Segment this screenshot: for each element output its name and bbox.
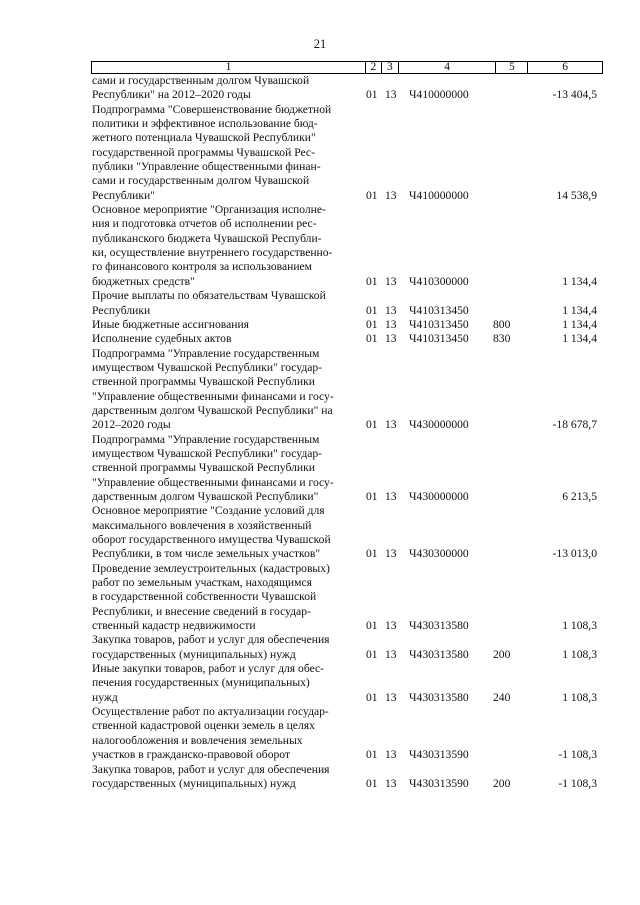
row-codes — [91, 748, 603, 762]
subsection-code: 13 — [385, 418, 397, 432]
subsection-code: 13 — [385, 274, 397, 288]
target-article-code: Ч430313580 — [409, 690, 469, 704]
row-name: Основное мероприятие "Организация исполне- ния и подготовка отчетов об исполнении рес- публиканского бюджета Чувашской Республи- ки, осуществление внутреннего государственно- го финансового контроля за использованием бюджетных средств" — [92, 203, 333, 288]
target-article-code: Ч430313590 — [409, 776, 469, 790]
amount: 1 134,4 — [562, 317, 597, 331]
row-codes — [91, 691, 603, 705]
section-code: 01 — [366, 317, 378, 331]
subsection-code: 13 — [385, 619, 397, 633]
amount: 1 108,3 — [562, 690, 597, 704]
table-row — [91, 633, 603, 662]
table-row — [91, 562, 603, 634]
row-codes — [91, 547, 603, 561]
subsection-code: 13 — [385, 547, 397, 561]
section-code: 01 — [366, 332, 378, 346]
table-row — [91, 347, 603, 433]
row-name: Основное мероприятие "Создание условий для максимального вовлечения в хозяйственный оборот государственного имущества Чувашской Республики, в том числе земельных участков" — [92, 504, 331, 561]
amount: 1 108,3 — [562, 619, 597, 633]
amount: 1 134,4 — [562, 332, 597, 346]
subsection-code: 13 — [385, 332, 397, 346]
subsection-code: 13 — [385, 317, 397, 331]
section-code: 01 — [366, 776, 378, 790]
subsection-code: 13 — [385, 303, 397, 317]
header-col-4: 4 — [398, 62, 496, 73]
row-codes — [91, 275, 603, 289]
header-col-6: 6 — [527, 62, 602, 73]
table-row — [91, 332, 603, 346]
amount: -18 678,7 — [552, 418, 597, 432]
page-number: 21 — [313, 37, 327, 51]
table-body — [91, 74, 603, 791]
target-article-code: Ч410000000 — [409, 88, 469, 102]
subsection-code: 13 — [385, 776, 397, 790]
expense-type-code: 200 — [493, 647, 511, 661]
row-codes — [91, 332, 603, 346]
row-name: Прочие выплаты по обязательствам Чувашской Республики — [92, 289, 326, 317]
header-col-5: 5 — [495, 62, 527, 73]
table-row — [91, 433, 603, 505]
section-code: 01 — [366, 690, 378, 704]
expense-type-code: 830 — [493, 332, 511, 346]
row-name: Иные закупки товаров, работ и услуг для обес- печения государственных (муниципальных) нужд — [92, 662, 325, 704]
target-article-code: Ч410300000 — [409, 274, 469, 288]
row-name: Проведение землеустроительных (кадастровых) работ по земельным участкам, находящимся в государственной собственности Чувашской Республики, и внесение сведений в государ- ственный кадастр недвижимости — [92, 561, 330, 633]
row-name: сами и государственным долгом Чувашской Республики" на 2012–2020 годы — [92, 74, 310, 102]
table-row — [91, 504, 603, 561]
target-article-code: Ч410313450 — [409, 332, 469, 346]
subsection-code: 13 — [385, 690, 397, 704]
target-article-code: Ч430300000 — [409, 547, 469, 561]
amount: 1 134,4 — [562, 274, 597, 288]
subsection-code: 13 — [385, 647, 397, 661]
amount: 1 108,3 — [562, 647, 597, 661]
target-article-code: Ч410000000 — [409, 188, 469, 202]
row-codes — [91, 304, 603, 318]
amount: -1 108,3 — [558, 748, 597, 762]
header-col-3: 3 — [381, 62, 398, 73]
section-code: 01 — [366, 619, 378, 633]
row-codes — [91, 777, 603, 791]
amount: 1 134,4 — [562, 303, 597, 317]
subsection-code: 13 — [385, 88, 397, 102]
section-code: 01 — [366, 647, 378, 661]
row-name: Закупка товаров, работ и услуг для обеспечения государственных (муниципальных) нужд — [92, 762, 330, 790]
table-row — [91, 289, 603, 318]
subsection-code: 13 — [385, 748, 397, 762]
row-codes — [91, 490, 603, 504]
table-row — [91, 705, 603, 762]
row-name: Подпрограмма "Совершенствование бюджетной политики и эффективное использование бюд- жетного потенциала Чувашской Республики" государственной программы Чувашской Рес- публики "Управление общественными финан- сами и государственным долгом Чувашской Республики" — [92, 102, 332, 202]
row-codes — [91, 189, 603, 203]
amount: 14 538,9 — [556, 188, 597, 202]
target-article-code: Ч410313450 — [409, 317, 469, 331]
table-header — [91, 61, 603, 74]
amount: -13 404,5 — [552, 88, 597, 102]
row-codes — [91, 648, 603, 662]
expense-type-code: 800 — [493, 317, 511, 331]
amount: -13 013,0 — [552, 547, 597, 561]
target-article-code: Ч430313590 — [409, 748, 469, 762]
table-row — [91, 662, 603, 705]
subsection-code: 13 — [385, 188, 397, 202]
expense-type-code: 240 — [493, 690, 511, 704]
target-article-code: Ч410313450 — [409, 303, 469, 317]
header-col-1: 1 — [225, 61, 232, 73]
table-row — [91, 103, 603, 203]
table-row — [91, 318, 603, 332]
amount: 6 213,5 — [562, 489, 597, 503]
header-col-2: 2 — [365, 62, 381, 73]
section-code: 01 — [366, 547, 378, 561]
expense-type-code: 200 — [493, 776, 511, 790]
table-row — [91, 74, 603, 103]
row-codes — [91, 619, 603, 633]
section-code: 01 — [366, 418, 378, 432]
section-code: 01 — [366, 303, 378, 317]
target-article-code: Ч430313580 — [409, 647, 469, 661]
table-row — [91, 763, 603, 792]
subsection-code: 13 — [385, 489, 397, 503]
row-codes — [91, 318, 603, 332]
row-name: Иные бюджетные ассигнования — [92, 317, 249, 331]
row-name: Осуществление работ по актуализации государ- ственной кадастровой оценки земель в целях налогообложения и вовлечения земельных участков в гражданско-правовой оборот — [92, 705, 329, 762]
section-code: 01 — [366, 489, 378, 503]
row-codes — [91, 418, 603, 432]
row-name: Подпрограмма "Управление государственным имуществом Чувашской Республики" государ- ственной программы Чувашской Республики "Управление общественными финансами и госу- дарственным долгом Чувашской Республики" — [92, 432, 334, 503]
target-article-code: Ч430000000 — [409, 418, 469, 432]
section-code: 01 — [366, 748, 378, 762]
amount: -1 108,3 — [558, 776, 597, 790]
row-codes — [91, 88, 603, 102]
budget-table — [91, 61, 603, 791]
section-code: 01 — [366, 188, 378, 202]
table-row — [91, 203, 603, 289]
section-code: 01 — [366, 88, 378, 102]
target-article-code: Ч430313580 — [409, 619, 469, 633]
target-article-code: Ч430000000 — [409, 489, 469, 503]
row-name: Исполнение судебных актов — [92, 332, 232, 346]
row-name: Подпрограмма "Управление государственным имуществом Чувашской Республики" государ- ственной программы Чувашской Республики "Управление общественными финансами и госу- дарственным долгом Чувашской Республики" на 2012–2020 годы — [92, 346, 334, 432]
section-code: 01 — [366, 274, 378, 288]
row-name: Закупка товаров, работ и услуг для обеспечения государственных (муниципальных) нужд — [92, 633, 330, 661]
